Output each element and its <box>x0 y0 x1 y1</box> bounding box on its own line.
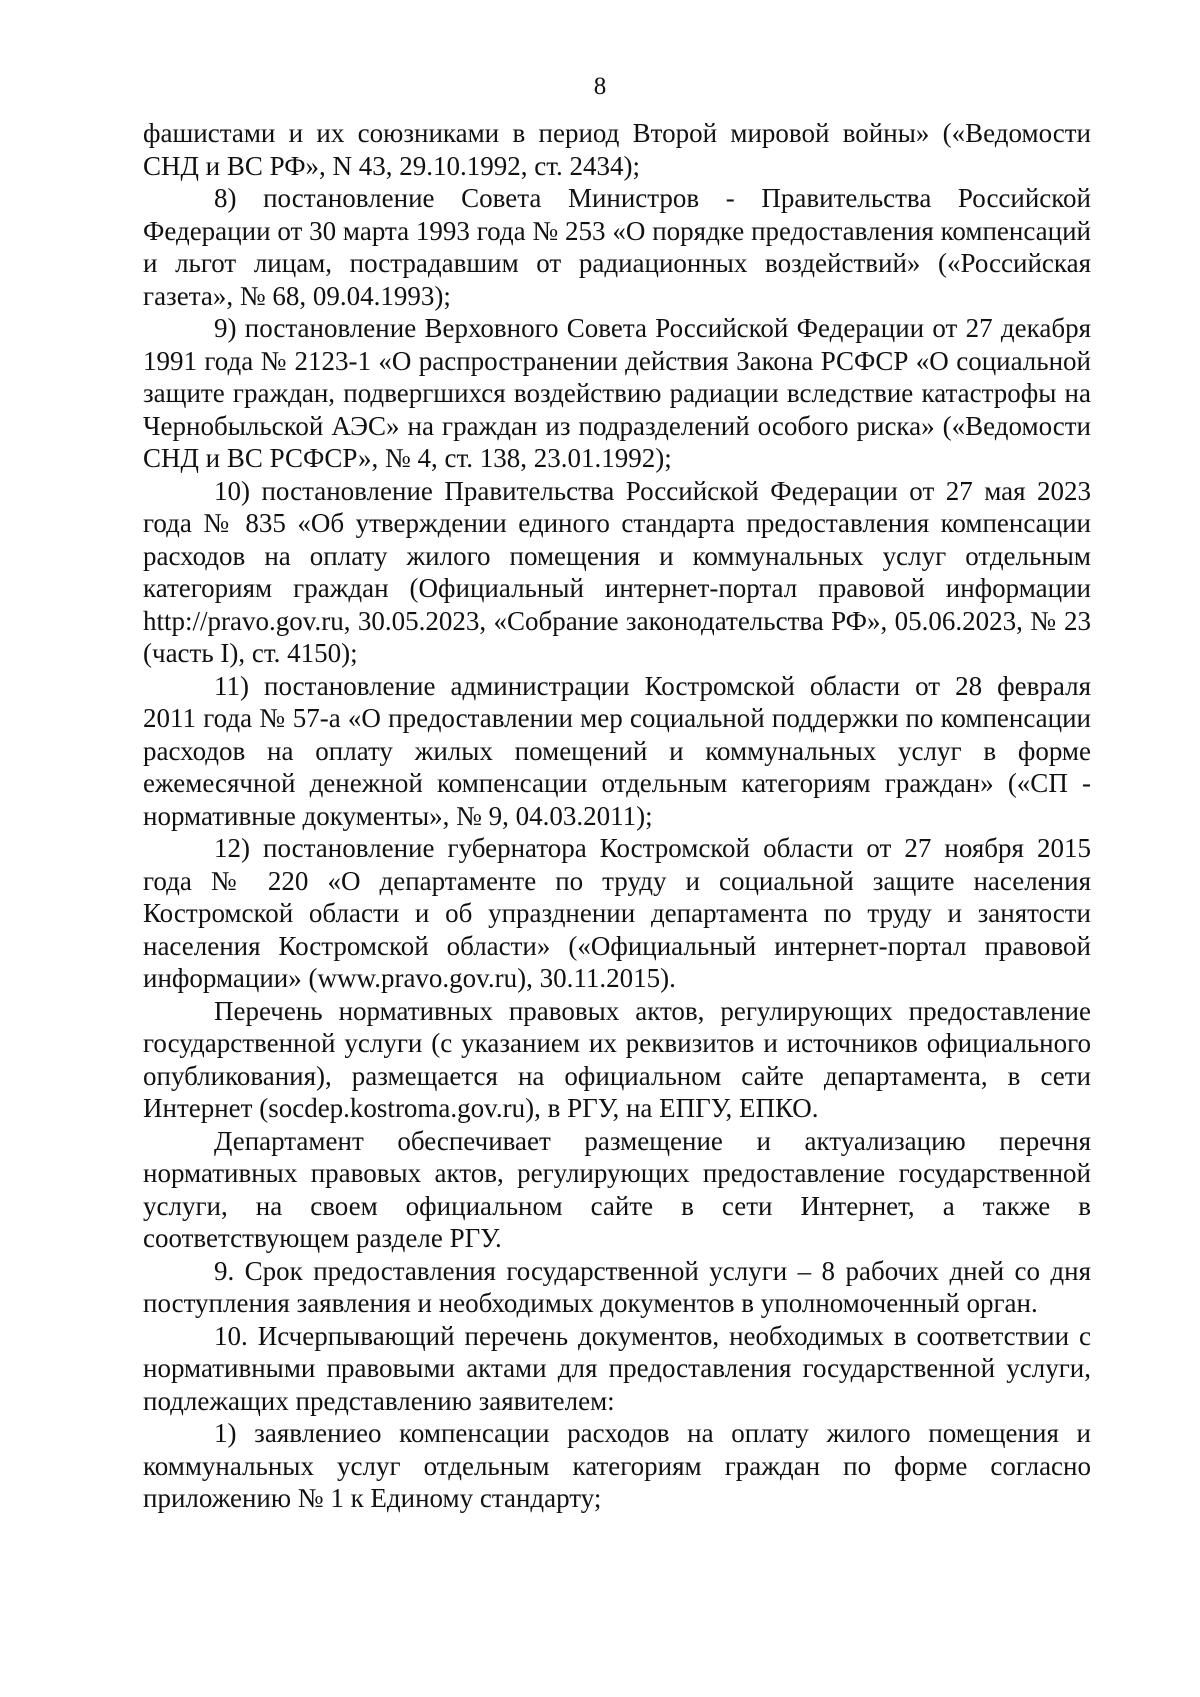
paragraph-document-1-application: 1) заявлениео компенсации расходов на оплату жилого помещения и коммунальных услуг отдельным категориям граждан по форме согласно приложению № 1 к Единому стандарту; <box>143 1418 1091 1513</box>
paragraph-list-placement: Перечень нормативных правовых актов, регулирующих предоставление государственной услуги (с указанием их реквизитов и источников официального опубликования), размещается на официальном сайте департамента, в сети Интернет (socdep.kostroma.gov.ru), в РГУ, на ЕПГУ, ЕПКО. <box>143 995 1091 1123</box>
paragraph-section-10-documents: 10. Исчерпывающий перечень документов, необходимых в соответствии с нормативными правовыми актами для предоставления государственной услуги, подлежащих представлению заявителем: <box>143 1320 1091 1416</box>
paragraph-department-updates: Департамент обеспечивает размещение и актуализацию перечня нормативных правовых актов, регулирующих предоставление государственной услуги, на своем официальном сайте в сети Интернет, а также в соответствующем разделе РГУ. <box>143 1125 1091 1253</box>
paragraph-continuation: фашистами и их союзниками в период Второй мировой войны» («Ведомости СНД и ВС РФ», N 43, 29.10.1992, ст. 2434); <box>143 118 1091 181</box>
paragraph-item-10: 10) постановление Правительства Российской Федерации от 27 мая 2023 года № 835 «Об утверждении единого стандарта предоставления компенсации расходов на оплату жилого помещения и коммунальных услуг отдельным категориям граждан (Официальный интернет-портал правовой информации http://pravo.gov.ru, 30.05.2023, «Собрание законодательства РФ», 05.06.2023, № 23 (часть I), ст. 4150); <box>143 475 1091 668</box>
paragraph-section-9-term: 9. Срок предоставления государственной услуги – 8 рабочих дней со дня поступления заявления и необходимых документов в уполномоченный орган. <box>143 1255 1091 1318</box>
page-number: 8 <box>593 73 607 100</box>
paragraph-item-11: 11) постановление администрации Костромской области от 28 февраля 2011 года № 57-а «О предоставлении мер социальной поддержки по компенсации расходов на оплату жилых помещений и коммунальных услуг в форме ежемесячной денежной компенсации отдельным категориям граждан» («СП - нормативные документы», № 9, 04.03.2011); <box>143 670 1091 831</box>
paragraph-item-8: 8) постановление Совета Министров - Правительства Российской Федерации от 30 марта 1993 года № 253 «О порядке предоставления компенсаций и льгот лицам, пострадавшим от радиационных воздействий» («Российская газета», № 68, 09.04.1993); <box>143 183 1091 311</box>
paragraph-item-12: 12) постановление губернатора Костромской области от 27 ноября 2015 года № 220 «О департаменте по труду и социальной защите населения Костромской области и об упразднении департамента по труду и занятости населения Костромской области» («Официальный интернет-портал правовой информации» (www.pravo.gov.ru), 30.11.2015). <box>143 833 1091 993</box>
paragraph-item-9: 9) постановление Верховного Совета Российской Федерации от 27 декабря 1991 года № 2123-1 «О распространении действия Закона РСФСР «О социальной защите граждан, подвергшихся воздействию радиации вследствие катастрофы на Чернобыльской АЭС» на граждан из подразделений особого риска» («Ведомости СНД и ВС РСФСР», № 4, ст. 138, 23.01.1992); <box>143 313 1091 473</box>
document-body <box>143 117 1091 1515</box>
